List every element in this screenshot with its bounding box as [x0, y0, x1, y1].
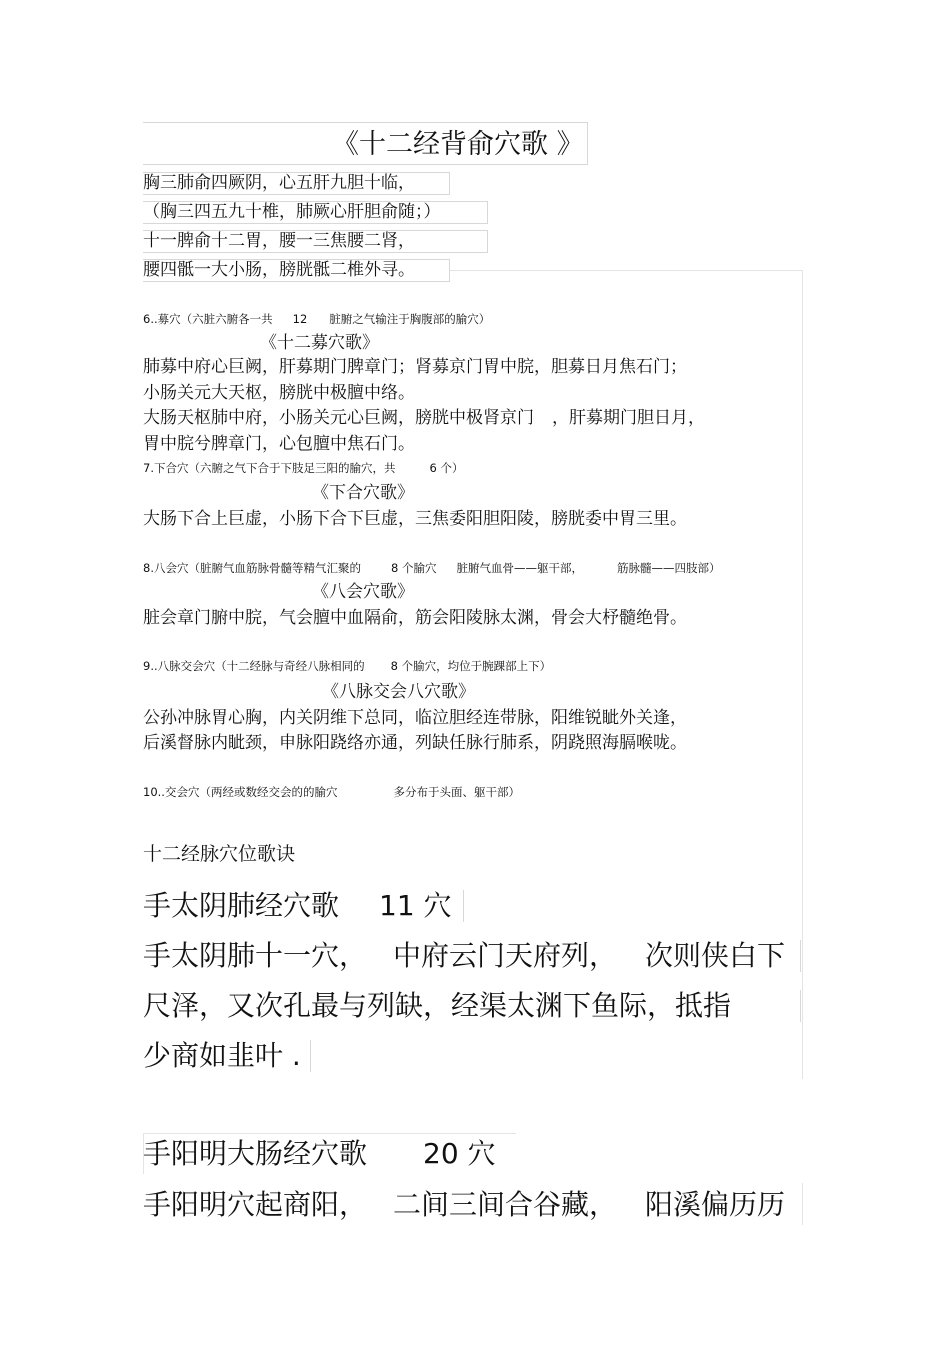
- beishu-line-3: 十一脾俞十二胃，腰一三焦腰二肾，: [143, 230, 488, 253]
- beishu-line-2: （胸三四五九十椎，肺厥心肝胆俞随；）: [143, 201, 488, 224]
- mu-line-1: 肺募中府心巨阙，肝募期门脾章门；肾募京门胃中脘，胆募日月焦石门；: [143, 357, 687, 377]
- lung-line-3: 少商如韭叶 .: [143, 1040, 311, 1072]
- bamai-heading: 9..八脉交会穴（十二经脉与奇经八脉相同的 8 个腧穴，均位于腕踝部上下）: [143, 659, 552, 673]
- xiahe-line: 大肠下合上巨虚，小肠下合下巨虚，三焦委阳胆阳陵，膀胱委中胃三里。: [143, 509, 687, 529]
- bahui-song-title: 《八会穴歌》: [312, 582, 414, 602]
- lung-line-1: 手太阴肺十一穴， 中府云门天府列， 次则侠白下: [143, 940, 801, 972]
- bamai-line-2: 后溪督脉内眦颈，申脉阳跷络亦通，列缺任脉行肺系，阴跷照海膈喉咙。: [143, 733, 687, 753]
- mu-song-title: 《十二募穴歌》: [260, 333, 379, 353]
- bamai-song-title: 《八脉交会八穴歌》: [322, 682, 475, 702]
- li-title: 手阳明大肠经穴歌 20 穴: [143, 1137, 496, 1170]
- beishu-title: 《十二经背俞穴歌 》: [143, 122, 588, 165]
- li-line-1: 手阳明穴起商阳， 二间三间合谷藏， 阳溪偏历历: [143, 1188, 786, 1221]
- beishu-line-1: 胸三肺俞四厥阴，心五肝九胆十临，: [143, 172, 450, 195]
- lung-title: 手太阴肺经穴歌 11 穴: [143, 890, 464, 922]
- beishu-line-4: 腰四骶一大小肠，膀胱骶二椎外寻。: [143, 259, 450, 282]
- bahui-line: 脏会章门腑中脘，气会膻中血隔俞，筋会阳陵脉太渊，骨会大杼髓绝骨。: [143, 608, 687, 628]
- xiahe-song-title: 《下合穴歌》: [312, 483, 414, 503]
- mu-heading: 6..募穴（六脏六腑各一共 12 脏腑之气输注于胸腹部的腧穴）: [143, 312, 491, 326]
- xiahe-heading: 7.下合穴（六腑之气下合于下肢足三阳的腧穴，共 6 个）: [143, 461, 464, 475]
- mu-line-4: 胃中脘兮脾章门，心包膻中焦石门。: [143, 434, 415, 454]
- jiaohui-heading: 10..交会穴（两经或数经交会的的腧穴 多分布于头面、躯干部）: [143, 785, 520, 799]
- page-frame-lower-right: [802, 1183, 803, 1225]
- shierjing-heading: 十二经脉穴位歌诀: [143, 843, 296, 865]
- lung-line-2: 尺泽，又次孔最与列缺，经渠太渊下鱼际，抵指: [143, 990, 801, 1022]
- bamai-line-1: 公孙冲脉胃心胸，内关阴维下总同，临泣胆经连带脉，阳维锐眦外关逢，: [143, 708, 687, 728]
- mu-line-2: 小肠关元大天枢，膀胱中极膻中络。: [143, 383, 415, 403]
- bahui-heading: 8.八会穴（脏腑气血筋脉骨髓等精气汇聚的 8 个腧穴 脏腑气血骨——躯干部， 筋脉髓——四肢部）: [143, 561, 721, 575]
- mu-line-3: 大肠天枢肺中府，小肠关元心巨阙，膀胱中极肾京门 ，肝募期门胆日月，: [143, 408, 705, 428]
